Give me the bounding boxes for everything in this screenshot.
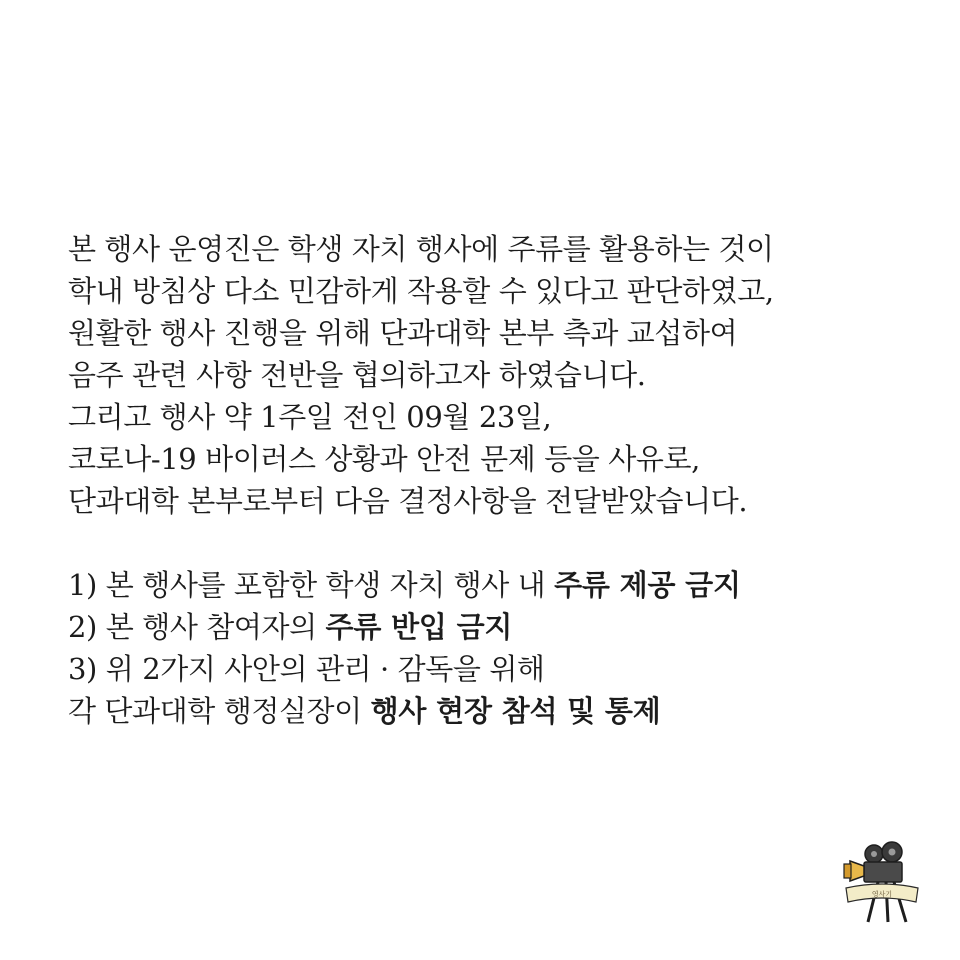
decision-item-2 — [68, 606, 928, 648]
paragraph-line: 원활한 행사 진행을 위해 단과대학 본부 측과 교섭하여 — [68, 316, 738, 350]
decision-text: 3) 위 2가지 사안의 관리 · 감독을 위해 — [68, 652, 545, 686]
paragraph-line: 음주 관련 사항 전반을 협의하고자 하였습니다. — [68, 358, 646, 392]
blank-line — [68, 522, 928, 564]
decision-item-3-continued — [68, 690, 928, 732]
decision-emphasis: 주류 반입 금지 — [325, 610, 513, 644]
decision-item-3 — [68, 648, 928, 690]
paragraph-line: 본 행사 운영진은 학생 자치 행사에 주류를 활용하는 것이 — [68, 232, 774, 266]
paragraph-line: 단과대학 본부로부터 다음 결정사항을 전달받았습니다. — [68, 484, 748, 518]
paragraph-line: 코로나-19 바이러스 상황과 안전 문제 등을 사유로, — [68, 442, 700, 476]
paragraph-line: 그리고 행사 약 1주일 전인 09월 23일, — [68, 400, 552, 434]
decision-text: 각 단과대학 행정실장이 — [68, 694, 371, 728]
decision-text: 1) 본 행사를 포함한 학생 자치 행사 내 — [68, 568, 555, 602]
decision-item-1 — [68, 564, 928, 606]
logo-label: 영사기 — [871, 890, 893, 899]
decision-emphasis: 주류 제공 금지 — [554, 568, 741, 602]
paragraph-line: 학내 방침상 다소 민감하게 작용할 수 있다고 판단하였고, — [68, 274, 774, 308]
decision-text: 2) 본 행사 참여자의 — [68, 610, 326, 644]
movie-camera-icon — [836, 836, 926, 926]
decision-emphasis: 행사 현장 참석 및 통제 — [370, 694, 661, 728]
notice-text — [68, 228, 928, 732]
